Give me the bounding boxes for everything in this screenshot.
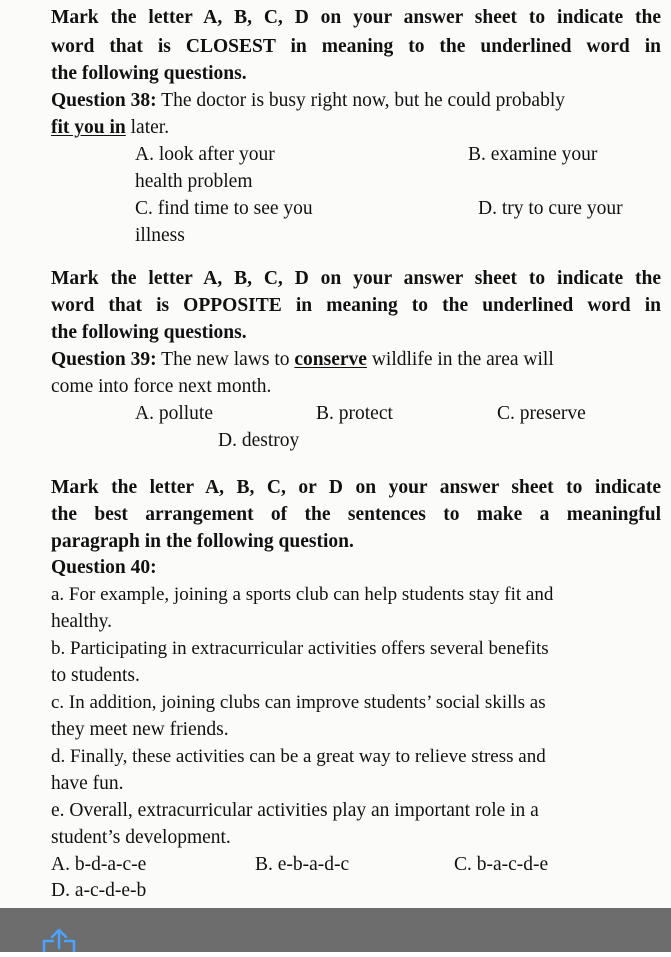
share-icon[interactable] — [40, 928, 78, 952]
question-40-label: Question 40: — [51, 557, 157, 578]
instruction-arrangement-line-1: Mark the letter A, B, C, or D on your answer sheet to indicate — [51, 477, 661, 498]
instruction-arrangement-line-3: paragraph in the following question. — [51, 531, 354, 552]
q38-option-d-line-1: D. try to cure your — [478, 198, 623, 219]
question-39-text-b: wildlife in the area will — [366, 349, 554, 370]
instruction-arrangement-line-2: the best arrangement of the sentences to make a meaningful — [51, 504, 661, 525]
instruction-closest-line-2: word that is CLOSEST in meaning to the underlined word in — [51, 36, 661, 57]
q38-option-b: B. examine your — [468, 144, 598, 165]
instruction-opposite-line-3: the following questions. — [51, 322, 247, 343]
q40-option-c: C. b-a-c-d-e — [454, 854, 549, 875]
question-38-underlined: fit you in — [51, 117, 126, 138]
q38-option-c: C. find time to see you — [135, 198, 313, 219]
q38-option-a-line-2: health problem — [135, 171, 253, 192]
q38-option-a-line-1: A. look after your — [135, 144, 275, 165]
q39-option-d: D. destroy — [218, 430, 300, 451]
question-39-label: Question 39: — [51, 349, 157, 370]
q39-option-c: C. preserve — [497, 403, 586, 424]
question-39-underlined: conserve — [294, 349, 367, 370]
question-39-line-1 — [51, 348, 554, 372]
sentence-e-line-1: e. Overall, extracurricular activities play an important role in a — [51, 800, 539, 821]
question-38-label: Question 38: — [51, 90, 157, 111]
instruction-opposite-line-1: Mark the letter A, B, C, D on your answer sheet to indicate the — [51, 268, 661, 289]
sentence-b-line-2: to students. — [51, 665, 140, 686]
question-39-line-2: come into force next month. — [51, 376, 272, 397]
q39-option-b: B. protect — [316, 403, 393, 424]
q40-option-b: B. e-b-a-d-c — [255, 854, 350, 875]
instruction-closest-line-3: the following questions. — [51, 63, 247, 84]
sentence-c-line-1: c. In addition, joining clubs can improve students’ social skills as — [51, 692, 546, 713]
q40-option-a: A. b-d-a-c-e — [51, 854, 147, 875]
instruction-opposite-line-2: word that is OPPOSITE in meaning to the underlined word in — [51, 295, 661, 316]
sentence-c-line-2: they meet new friends. — [51, 719, 229, 740]
q39-option-a: A. pollute — [135, 403, 213, 424]
question-38-text-a: The doctor is busy right now, but he could probably — [156, 90, 565, 111]
instruction-closest-line-1: Mark the letter A, B, C, D on your answer sheet to indicate the — [51, 7, 661, 28]
sentence-a-line-1: a. For example, joining a sports club can help students stay fit and — [51, 584, 554, 605]
sentence-d-line-2: have fun. — [51, 773, 124, 794]
question-38-line-2 — [51, 116, 169, 140]
question-38-line-1 — [51, 89, 565, 113]
sentence-a-line-2: healthy. — [51, 611, 113, 632]
sentence-e-line-2: student’s development. — [51, 827, 231, 848]
bottom-toolbar — [0, 908, 671, 952]
question-38-text-b: later. — [125, 117, 170, 138]
q40-option-d: D. a-c-d-e-b — [51, 880, 147, 901]
question-39-text-a: The new laws to — [156, 349, 295, 370]
q38-option-d-line-2: illness — [135, 225, 185, 246]
sentence-b-line-1: b. Participating in extracurricular activities offers several benefits — [51, 638, 549, 659]
sentence-d-line-1: d. Finally, these activities can be a great way to relieve stress and — [51, 746, 546, 767]
